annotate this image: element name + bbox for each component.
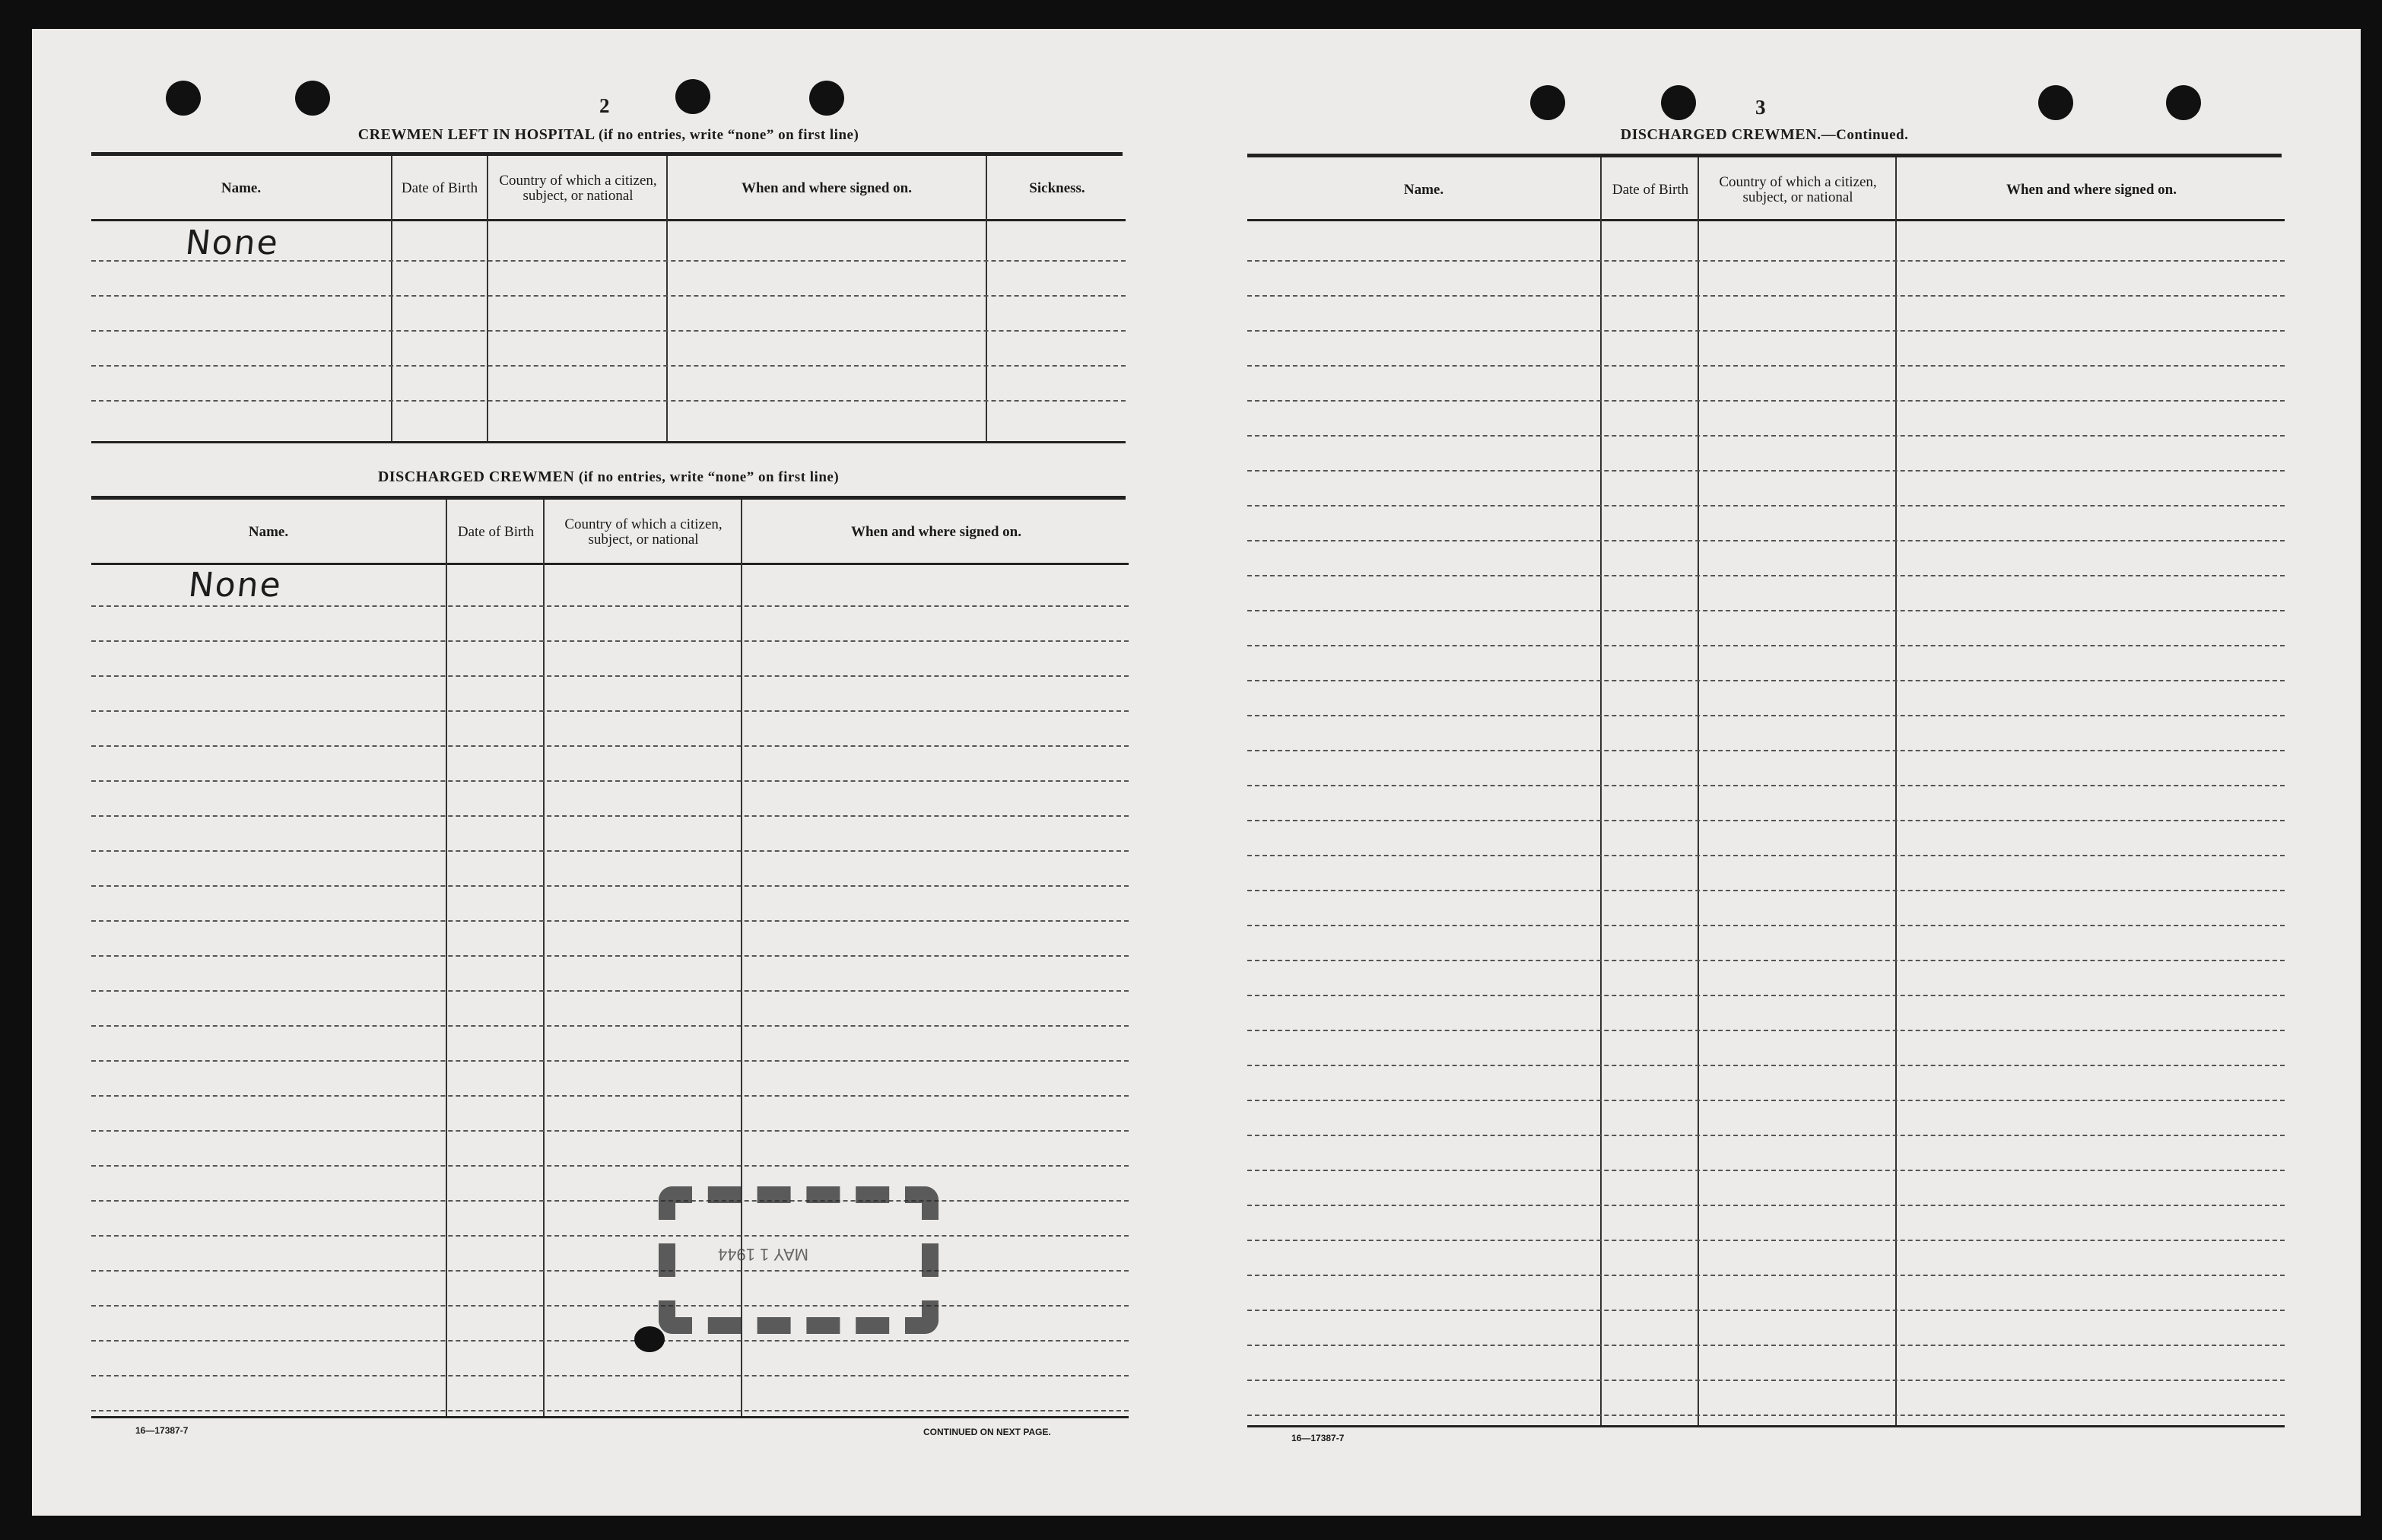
- discharged-col-name: Name.: [248, 524, 289, 540]
- row-line: [1247, 1065, 2285, 1066]
- hospital-title-text: CREWMEN LEFT IN HOSPITAL: [357, 126, 595, 143]
- discharged-title-text: DISCHARGED CREWMEN: [377, 468, 575, 485]
- hospital-col-name: Name.: [221, 180, 262, 196]
- row-line: [1247, 1345, 2285, 1346]
- row-line: [91, 815, 1129, 817]
- ink-blot: [634, 1326, 665, 1352]
- row-line: [91, 710, 1129, 712]
- discharged-handwritten-entry: None: [186, 566, 284, 605]
- hospital-row-line: [91, 295, 1126, 297]
- row-line: [91, 1060, 1129, 1062]
- row-line: [91, 1095, 1129, 1097]
- discharged-header-rule: [91, 563, 1129, 565]
- right-header-rule: [1247, 219, 2285, 221]
- row-line: [91, 780, 1129, 782]
- page-number-right: 3: [1755, 96, 1766, 119]
- row-line: [91, 1235, 1129, 1237]
- row-line: [1247, 715, 2285, 716]
- discharged-col-signed: When and where signed on.: [850, 524, 1021, 540]
- row-line: [1247, 1205, 2285, 1206]
- row-line: [91, 675, 1129, 677]
- row-line: [91, 1410, 1129, 1411]
- row-line: [91, 605, 1129, 607]
- row-line: [91, 955, 1129, 957]
- right-section-title: [1247, 126, 2282, 144]
- right-title-suffix: —Continued.: [1821, 127, 1909, 143]
- row-line: [1247, 1275, 2285, 1276]
- hospital-section-title: [91, 126, 1126, 144]
- right-title-text: DISCHARGED CREWMEN.: [1620, 126, 1821, 143]
- row-line: [1247, 610, 2285, 611]
- row-line: [91, 1375, 1129, 1376]
- row-line: [91, 1340, 1129, 1342]
- manifest-sheet: [32, 29, 2361, 1516]
- row-line: [1247, 1100, 2285, 1101]
- right-top-rule: [1247, 154, 2282, 157]
- row-line: [91, 850, 1129, 852]
- punch-hole: [1661, 85, 1696, 120]
- row-line: [1247, 960, 2285, 961]
- row-line: [1247, 680, 2285, 681]
- row-line: [91, 885, 1129, 887]
- right-col-divider: [1600, 157, 1602, 1427]
- row-line: [1247, 855, 2285, 856]
- right-col-dob: Date of Birth: [1612, 182, 1689, 198]
- continued-note: CONTINUED ON NEXT PAGE.: [923, 1427, 1051, 1437]
- discharged-instruction: (if no entries, write “none” on first line): [578, 469, 840, 485]
- hospital-row-line: [91, 400, 1126, 402]
- row-line: [1247, 330, 2285, 332]
- punch-hole: [2166, 85, 2201, 120]
- row-line: [1247, 1170, 2285, 1171]
- discharged-col-dob: Date of Birth: [457, 524, 535, 540]
- right-col-divider: [1895, 157, 1897, 1427]
- row-line: [91, 1130, 1129, 1132]
- row-line: [1247, 400, 2285, 402]
- row-line: [1247, 1310, 2285, 1311]
- hospital-col-signed: When and where signed on.: [741, 180, 912, 196]
- row-line: [1247, 1240, 2285, 1241]
- row-line: [91, 1305, 1129, 1307]
- row-line: [91, 640, 1129, 642]
- punch-hole: [2038, 85, 2073, 120]
- row-line: [1247, 750, 2285, 751]
- row-line: [1247, 260, 2285, 262]
- form-number-right: 16—17387-7: [1291, 1433, 1345, 1443]
- row-line: [1247, 505, 2285, 506]
- discharged-section-title: [91, 468, 1126, 486]
- punch-hole: [1530, 85, 1565, 120]
- hospital-instruction: (if no entries, write “none” on first line): [598, 127, 859, 143]
- row-line: [1247, 995, 2285, 996]
- page-number-left: 2: [599, 94, 610, 117]
- hospital-bottom-rule: [91, 441, 1126, 443]
- row-line: [91, 1165, 1129, 1167]
- right-col-country: Country of which a citizen, subject, or national: [1719, 174, 1877, 205]
- row-line: [91, 920, 1129, 922]
- row-line: [1247, 540, 2285, 541]
- hospital-header-rule: [91, 219, 1126, 221]
- row-line: [1247, 435, 2285, 437]
- row-line: [1247, 575, 2285, 576]
- form-number-left: 16—17387-7: [135, 1425, 189, 1436]
- discharged-top-rule: [91, 496, 1126, 500]
- hospital-col-dob: Date of Birth: [401, 180, 478, 196]
- row-line: [91, 1270, 1129, 1272]
- row-line: [1247, 890, 2285, 891]
- hospital-handwritten-entry: None: [183, 224, 281, 262]
- row-line: [91, 1200, 1129, 1202]
- row-line: [1247, 1030, 2285, 1031]
- hospital-col-country: Country of which a citizen, subject, or national: [499, 173, 657, 204]
- punch-hole: [295, 81, 330, 116]
- hospital-top-rule: [91, 152, 1123, 156]
- punch-hole: [166, 81, 201, 116]
- row-line: [1247, 295, 2285, 297]
- stamp-text: MAY 1 1944: [718, 1245, 809, 1264]
- row-line: [91, 745, 1129, 747]
- row-line: [1247, 470, 2285, 472]
- row-line: [1247, 1135, 2285, 1136]
- row-line: [1247, 785, 2285, 786]
- row-line: [1247, 820, 2285, 821]
- hospital-col-sickness: Sickness.: [1029, 180, 1085, 196]
- hospital-row-line: [91, 365, 1126, 367]
- right-col-divider: [1698, 157, 1699, 1427]
- discharged-bottom-rule: [91, 1416, 1129, 1418]
- right-col-signed: When and where signed on.: [2006, 182, 2177, 198]
- discharged-col-divider: [446, 500, 447, 1418]
- row-line: [1247, 925, 2285, 926]
- row-line: [91, 990, 1129, 992]
- punch-hole: [809, 81, 844, 116]
- row-line: [1247, 365, 2285, 367]
- right-bottom-rule: [1247, 1425, 2285, 1427]
- discharged-col-divider: [543, 500, 545, 1418]
- right-col-name: Name.: [1403, 182, 1444, 198]
- row-line: [1247, 1415, 2285, 1416]
- row-line: [1247, 1380, 2285, 1381]
- row-line: [91, 1025, 1129, 1027]
- hospital-row-line: [91, 330, 1126, 332]
- row-line: [1247, 645, 2285, 646]
- discharged-col-country: Country of which a citizen, subject, or national: [564, 516, 723, 548]
- punch-hole: [675, 79, 710, 114]
